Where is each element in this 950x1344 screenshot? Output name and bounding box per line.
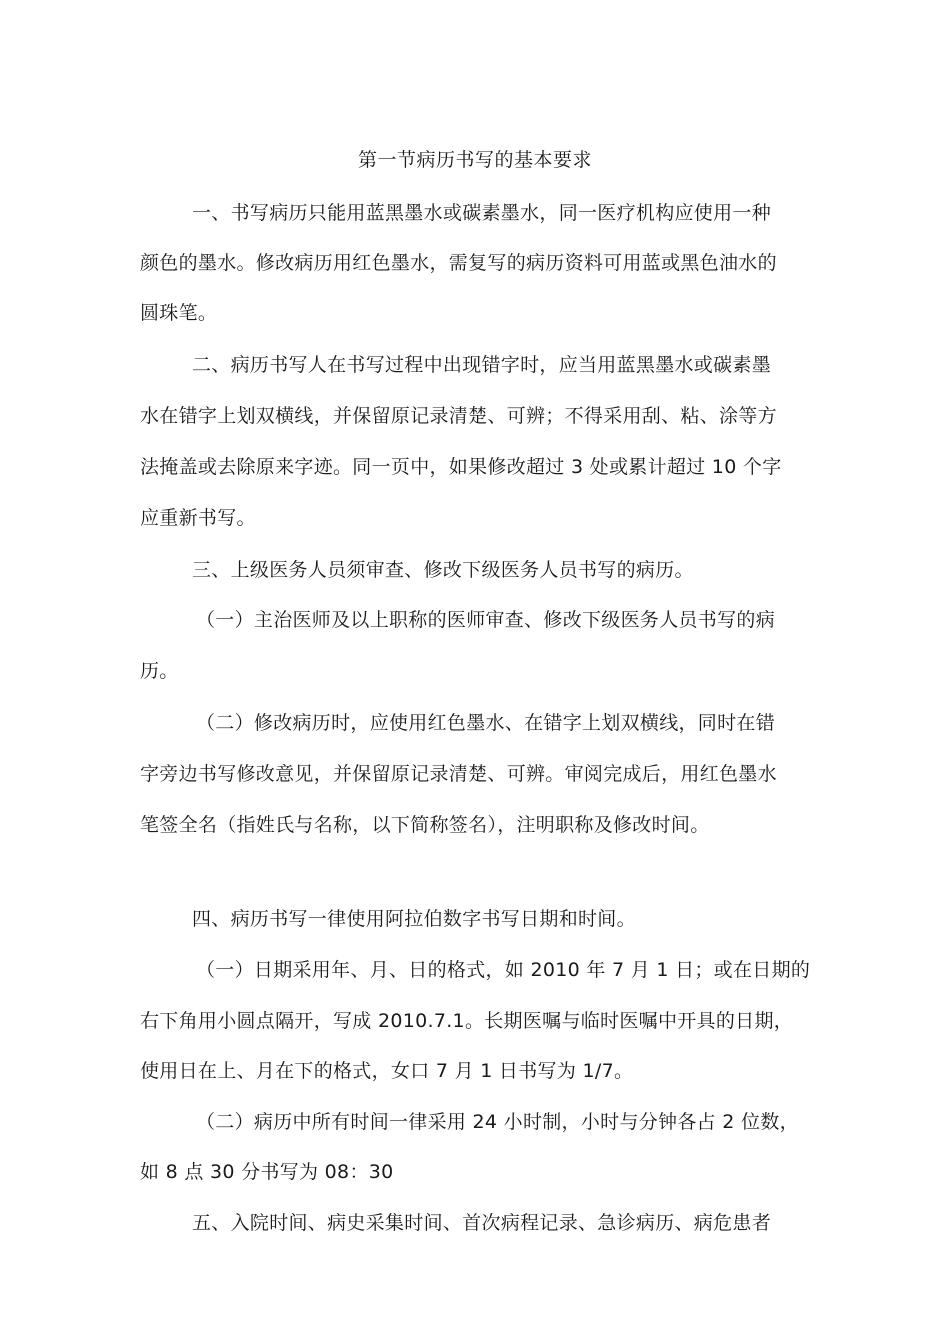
- paragraph-line: 应重新书写。: [140, 507, 256, 529]
- paragraph-line: 圆珠笔。: [140, 302, 218, 324]
- paragraph-line: 二、病历书写人在书写过程中出现错字时，应当用蓝黑墨水或碳素墨: [192, 354, 772, 376]
- paragraph-line: 五、入院时间、病史采集时间、首次病程记录、急诊病历、病危患者: [192, 1212, 772, 1234]
- paragraph-line: 颜色的墨水。修改病历用红色墨水，需复写的病历资料可用蓝或黑色油水的: [140, 252, 777, 274]
- paragraph-line: 三、上级医务人员须审查、修改下级医务人员书写的病历。: [192, 559, 694, 581]
- page-title: 第一节病历书写的基本要求: [357, 149, 592, 171]
- paragraph-line: 一、书写病历只能用蓝黑墨水或碳素墨水，同一医疗机构应使用一种: [192, 202, 772, 224]
- paragraph-line: 笔签全名（指姓氏与名称，以下简称签名），注明职称及修改时间。: [140, 814, 710, 836]
- paragraph-line: （一）日期采用年、月、日的格式，如 2010 年 7 月 1 日；或在日期的: [196, 959, 811, 981]
- paragraph-line: 字旁边书写修改意见，并保留原记录清楚、可辨。审阅完成后，用红色墨水: [140, 763, 777, 785]
- paragraph-line: 如 8 点 30 分书写为 08：30: [140, 1161, 394, 1183]
- paragraph-line: 使用日在上、月在下的格式，女口 7 月 1 日书写为 1/7。: [140, 1060, 634, 1082]
- paragraph-line: 历。: [140, 660, 179, 682]
- paragraph-line: （二）修改病历时，应使用红色墨水、在错字上划双横线，同时在错: [196, 712, 776, 734]
- paragraph-line: 水在错字上划双横线，并保留原记录清楚、可辨；不得采用刮、粘、涂等方: [140, 405, 777, 427]
- paragraph-line: 右下角用小圆点隔开，写成 2010.7.1。长期医嘱与临时医嘱中开具的日期，: [140, 1010, 794, 1032]
- paragraph-line: （一）主治医师及以上职称的医师审查、修改下级医务人员书写的病: [196, 609, 776, 631]
- paragraph-line: 法掩盖或去除原来字迹。同一页中，如果修改超过 3 处或累计超过 10 个字: [140, 456, 782, 478]
- paragraph-line: 四、病历书写一律使用阿拉伯数字书写日期和时间。: [192, 908, 636, 930]
- paragraph-line: （二）病历中所有时间一律采用 24 小时制，小时与分钟各占 2 位数，: [196, 1111, 799, 1133]
